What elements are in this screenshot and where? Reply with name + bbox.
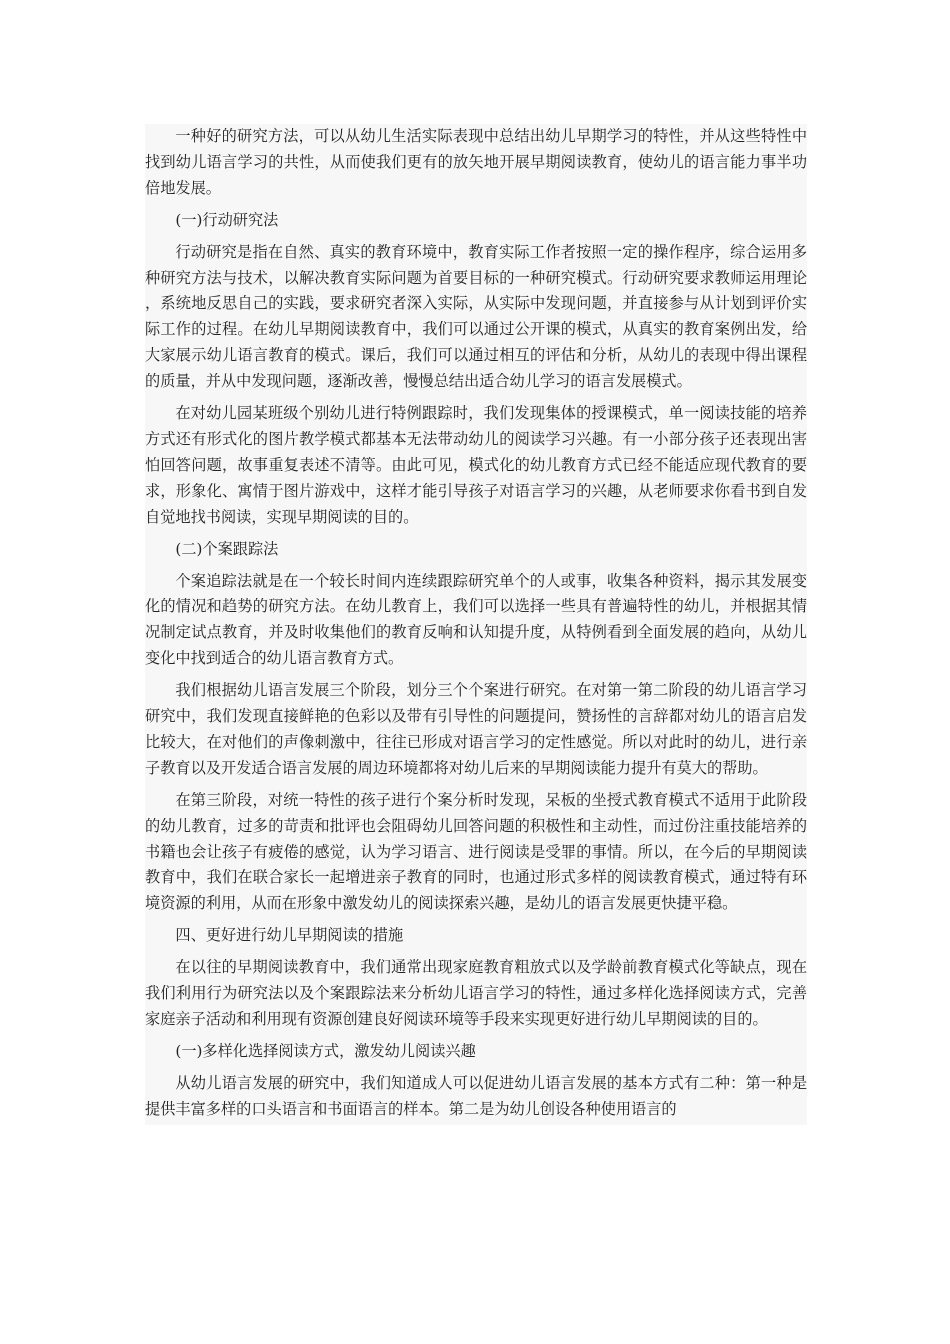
paragraph-measures: 在以往的早期阅读教育中，我们通常出现家庭教育粗放式以及学龄前教育模式化等缺点，现在我们利用行为研究法以及个案跟踪法来分析幼儿语言学习的特性，通过多样化选择阅读方式，完善家庭亲子活动和利用现有资源创建良好阅读环境等手段来实现更好进行幼儿早期阅读的目的。 <box>145 958 807 1028</box>
paragraph-language-development: 从幼儿语言发展的研究中，我们知道成人可以促进幼儿语言发展的基本方式有二种：第一种是提供丰富多样的口头语言和书面语言的样本。第二是为幼儿创设各种使用语言的 <box>145 1073 807 1118</box>
paragraph-three-stages: 我们根据幼儿语言发展三个阶段，划分三个个案进行研究。在对第一第二阶段的幼儿语言学习研究中，我们发现直接鲜艳的色彩以及带有引导性的问题提问，赞扬性的言辞都对幼儿的语言启发比较大，在对他们的声像刺激中，往往已形成对语言学习的定性感觉。所以对此时的幼儿，进行亲子教育以及开发适合语言发展的周边环境都将对幼儿后来的早期阅读能力提升有莫大的帮助。 <box>145 681 807 777</box>
section-heading-action-research: (一)行动研究法 <box>175 210 279 229</box>
paragraph-case-tracking-method: 个案追踪法就是在一个较长时间内连续跟踪研究单个的人或事，收集各种资料，揭示其发展变化的情况和趋势的研究方法。在幼儿教育上，我们可以选择一些具有普遍特性的幼儿，并根据其情况制定试点教育，并及时收集他们的教育反响和认知提升度，从特例看到全面发展的趋向，从幼儿变化中找到适合的幼儿语言教育方式。 <box>145 571 807 668</box>
section-heading-measures: 四、更好进行幼儿早期阅读的措施 <box>175 926 404 945</box>
paragraph-intro: 一种好的研究方法，可以从幼儿生活实际表现中总结出幼儿早期学习的特性，并从这些特性中找到幼儿语言学习的共性，从而使我们更有的放矢地开展早期阅读教育，使幼儿的语言能力事半功倍地发展。 <box>145 127 807 197</box>
article-body <box>145 124 807 1125</box>
section-heading-diverse-reading: (一)多样化选择阅读方式，激发幼儿阅读兴趣 <box>175 1041 476 1060</box>
paragraph-action-research: 行动研究是指在自然、真实的教育环境中，教育实际工作者按照一定的操作程序，综合运用多种研究方法与技术，以解决教育实际问题为首要目标的一种研究模式。行动研究要求教师运用理论，系统地反思自己的实践，要求研究者深入实际，从实际中发现问题，并直接参与从计划到评价实际工作的过程。在幼儿早期阅读教育中，我们可以通过公开课的模式，从真实的教育案例出发，给大家展示幼儿语言教育的模式。课后，我们可以通过相互的评估和分析，从幼儿的表现中得出课程的质量，并从中发现问题，逐渐改善，慢慢总结出适合幼儿学习的语言发展模式。 <box>145 242 807 391</box>
section-heading-case-tracking: (二)个案跟踪法 <box>175 539 279 558</box>
paragraph-case-tracking-example: 在对幼儿园某班级个别幼儿进行特例跟踪时，我们发现集体的授课模式，单一阅读技能的培养方式还有形式化的图片教学模式都基本无法带动幼儿的阅读学习兴趣。有一小部分孩子还表现出害怕回答问题，故事重复表述不清等。由此可见，模式化的幼儿教育方式已经不能适应现代教育的要求，形象化、寓情于图片游戏中，这样才能引导孩子对语言学习的兴趣，从老师要求你看书到自发自觉地找书阅读，实现早期阅读的目的。 <box>145 404 807 526</box>
paragraph-third-stage: 在第三阶段，对统一特性的孩子进行个案分析时发现，呆板的坐授式教育模式不适用于此阶段的幼儿教育，过多的苛责和批评也会阻碍幼儿回答问题的积极性和主动性，而过份注重技能培养的书籍也会让孩子有疲倦的感觉，认为学习语言、进行阅读是受罪的事情。所以，在今后的早期阅读教育中，我们在联合家长一起增进亲子教育的同时，也通过形式多样的阅读教育模式，通过特有环境资源的利用，从而在形象中激发幼儿的阅读探索兴趣，是幼儿的语言发展更快捷平稳。 <box>145 790 807 913</box>
